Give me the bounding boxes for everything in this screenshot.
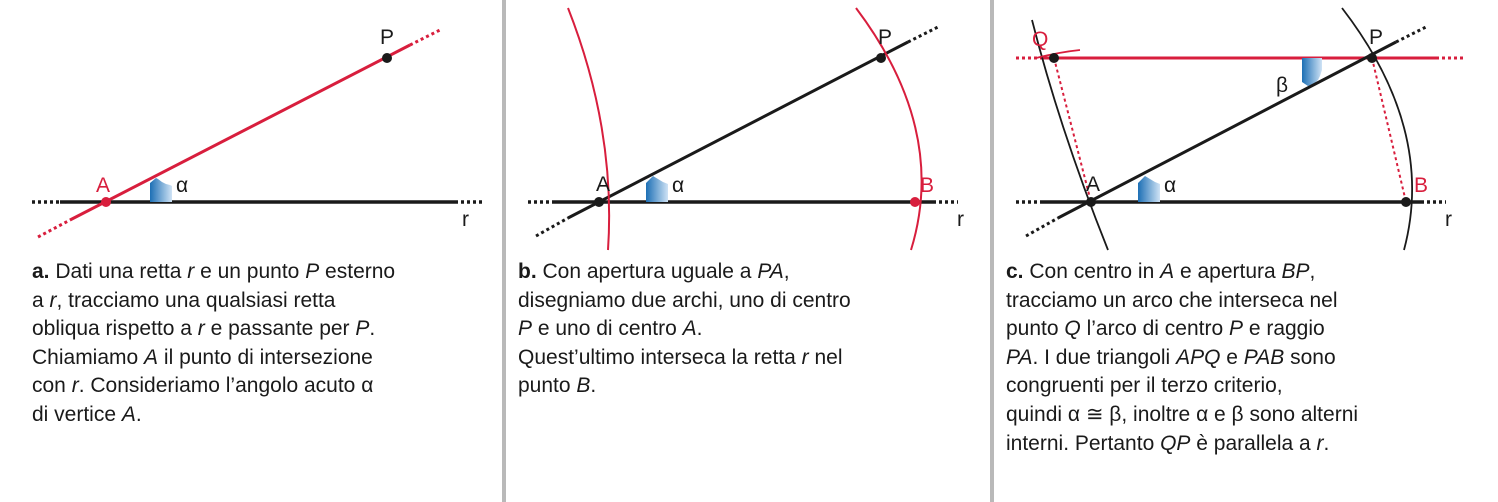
caption-text: . [135, 402, 142, 426]
caption-symbol: A [121, 402, 136, 426]
caption-text: e passante per [204, 317, 356, 341]
caption-text: il punto di intersezione con [32, 345, 373, 398]
caption-symbol: APQ [1176, 345, 1221, 369]
caption-text: e [1220, 345, 1244, 369]
line-ap-dotted-high [1396, 27, 1426, 42]
label-r: r [957, 208, 964, 231]
caption-symbol: A [1160, 260, 1175, 283]
caption-a [32, 258, 395, 430]
angle-alpha-wedge [646, 176, 668, 202]
caption-symbol: r [197, 317, 205, 341]
caption-text: , disegniamo due archi, uno di centro [518, 260, 851, 312]
panel-a [0, 0, 500, 502]
oblique-line-dotted-high [410, 29, 442, 45]
caption-symbol: r [187, 260, 195, 283]
caption-text: . Quest’ultimo interseca la retta [518, 317, 796, 369]
caption-symbol: P [518, 317, 533, 341]
caption-symbol: PA [757, 260, 784, 283]
label-b: B [1414, 174, 1429, 197]
label-r: r [462, 208, 469, 231]
oblique-line-dotted-low [38, 220, 70, 237]
caption-symbol: BP [1281, 260, 1310, 283]
label-alpha: α [672, 174, 685, 197]
line-ap [568, 42, 908, 218]
point-p [382, 53, 392, 63]
caption-symbol: A [682, 317, 697, 341]
label-p: P [878, 26, 893, 49]
label-a: A [596, 173, 611, 196]
segment-pb-dotted [1372, 58, 1406, 202]
caption-symbol: P [1228, 317, 1243, 341]
figure-b [508, 0, 988, 250]
caption-tag: b. [518, 260, 537, 283]
point-a [594, 197, 604, 207]
label-alpha: α [1164, 174, 1177, 197]
caption-symbol: r [801, 345, 809, 369]
caption-text: . I due triangoli [1032, 345, 1177, 369]
caption-text: . Consideriamo l’angolo acuto α di vertice [32, 374, 374, 426]
caption-symbol: A [144, 345, 159, 369]
caption-text: , tracciamo un arco che interseca nel punto [1006, 260, 1338, 341]
caption-text: Con centro in [1023, 260, 1161, 283]
divider-left [502, 0, 506, 502]
label-a: A [1086, 173, 1101, 196]
point-q [1049, 53, 1059, 63]
label-p: P [380, 26, 395, 49]
arc-center-p [1032, 20, 1108, 250]
point-b [1401, 197, 1411, 207]
caption-b [518, 258, 851, 401]
caption-symbol: P [355, 317, 370, 341]
label-r: r [1445, 208, 1452, 231]
caption-text: è parallela a [1190, 431, 1317, 455]
caption-symbol: r [71, 374, 79, 398]
label-beta: β [1276, 74, 1289, 97]
caption-text: e uno di centro [532, 317, 683, 341]
point-p [1367, 53, 1377, 63]
caption-text: Con apertura uguale a [536, 260, 758, 283]
label-q: Q [1032, 28, 1049, 51]
caption-text: e un punto [194, 260, 306, 283]
caption-text: nel punto [518, 345, 843, 398]
caption-text: . Chiamiamo [32, 317, 376, 369]
oblique-line [70, 45, 410, 220]
caption-symbol: PAB [1243, 345, 1285, 369]
caption-c [1006, 258, 1358, 458]
caption-text: . [590, 374, 597, 398]
caption-symbol: B [576, 374, 591, 398]
caption-text: . [1323, 431, 1330, 455]
angle-alpha-wedge [150, 178, 172, 202]
label-p: P [1369, 26, 1384, 49]
caption-symbol: r [49, 288, 57, 312]
caption-symbol: P [305, 260, 320, 283]
panel-c [996, 0, 1498, 502]
caption-text: sono congruenti per il terzo criterio, quindi α ≅ β, inoltre α e β sono alterni interni. Pertanto [1006, 345, 1359, 455]
caption-symbol: r [1316, 431, 1324, 455]
point-p [876, 53, 886, 63]
figure-a [0, 0, 500, 250]
caption-symbol: PA [1006, 345, 1033, 369]
line-ap-dotted-high [908, 27, 938, 42]
label-a: A [96, 174, 111, 197]
panel-b [508, 0, 988, 502]
point-b [910, 197, 920, 207]
point-a [101, 197, 111, 207]
line-ap-dotted [1026, 218, 1058, 236]
caption-text: Dati una retta [49, 260, 188, 283]
caption-text: l’arco di centro [1080, 317, 1229, 341]
caption-text: e apertura [1174, 260, 1282, 283]
caption-text: esterno a [32, 260, 396, 312]
caption-symbol: Q [1064, 317, 1081, 341]
line-ap-dotted [536, 218, 568, 236]
caption-text: e raggio [1248, 317, 1325, 341]
caption-tag: a. [32, 260, 50, 283]
divider-right [990, 0, 994, 502]
caption-text: , tracciamo una qualsiasi retta obliqua rispetto a [32, 288, 336, 341]
label-alpha: α [176, 174, 189, 197]
line-ap [1058, 42, 1396, 218]
angle-alpha-wedge [1138, 176, 1160, 202]
label-b: B [920, 174, 935, 197]
point-a [1086, 197, 1096, 207]
caption-symbol: QP [1160, 431, 1191, 455]
caption-tag: c. [1006, 260, 1024, 283]
figure-c [996, 0, 1498, 250]
